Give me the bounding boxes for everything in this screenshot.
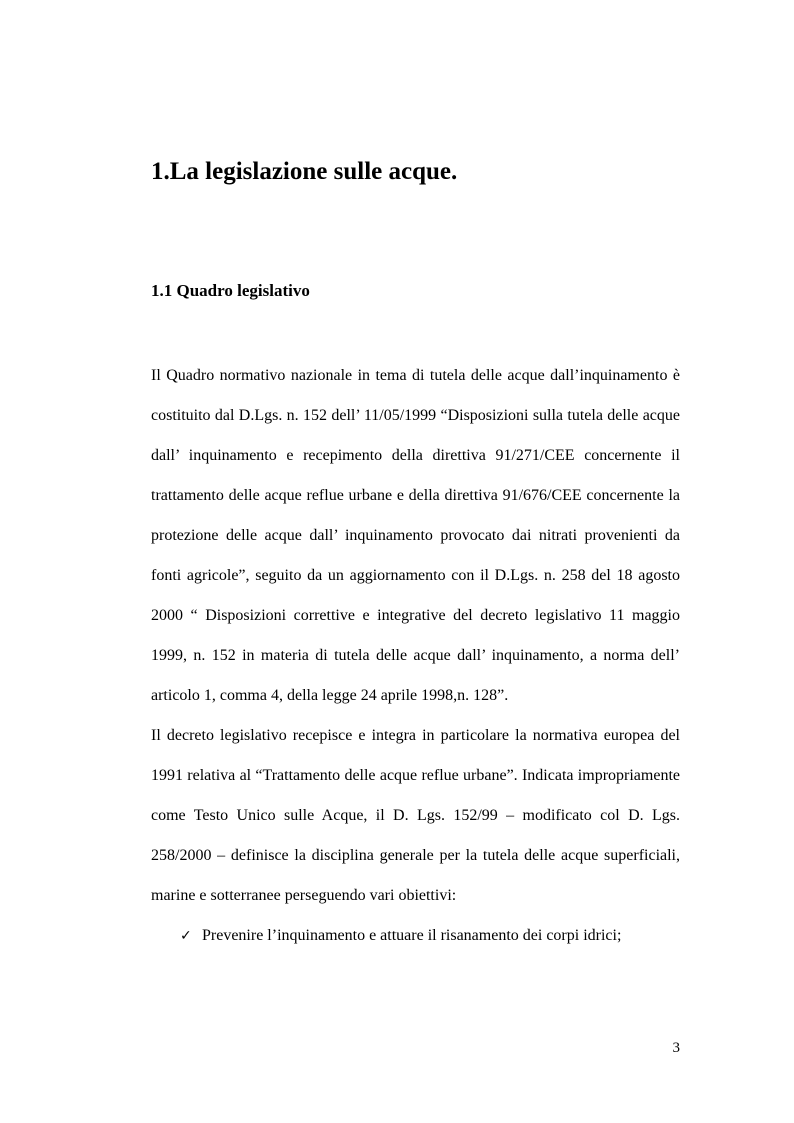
paragraph-quadro-normativo: Il Quadro normativo nazionale in tema di tutela delle acque dall’inquinamento è costituito dal D.Lgs. n. 152 dell’ 11/05/1999 “Disposizioni sulla tutela delle acque dall’ inquinamento e recepimento della direttiva 91/271/CEE concernente il trattamento delle acque reflue urbane e della direttiva 91/676/CEE concernente la protezione delle acque dall’ inquinamento provocato dai nitrati provenienti da fonti agricole”, seguito da un aggiornamento con il D.Lgs. n. 258 del 18 agosto 2000 “ Disposizioni correttive e integrative del decreto legislativo 11 maggio 1999, n. 152 in materia di tutela delle acque dall’ inquinamento, a norma dell’ articolo 1, comma 4, della legge 24 aprile 1998,n. 128”. xyxy=(151,367,680,704)
objectives-list xyxy=(151,916,680,956)
paragraph-decreto-legislativo: Il decreto legislativo recepisce e integra in particolare la normativa europea del 1991 relativa al “Trattamento delle acque reflue urbane”. Indicata impropriamente come Testo Unico sulle Acque, il D. Lgs. 152/99 – modificato col D. Lgs. 258/2000 – definisce la disciplina generale per la tutela delle acque superficiali, marine e sotterranee perseguendo vari obiettivi: xyxy=(151,727,680,904)
page-number: 3 xyxy=(672,1040,680,1056)
section-title: 1.1 Quadro legislativo xyxy=(151,281,310,300)
chapter-title: 1.La legislazione sulle acque. xyxy=(151,158,458,185)
list-item-text: Prevenire l’inquinamento e attuare il risanamento dei corpi idrici; xyxy=(202,927,622,944)
check-icon: ✓ xyxy=(180,928,192,944)
list-item xyxy=(151,916,680,956)
body-text xyxy=(151,356,680,956)
